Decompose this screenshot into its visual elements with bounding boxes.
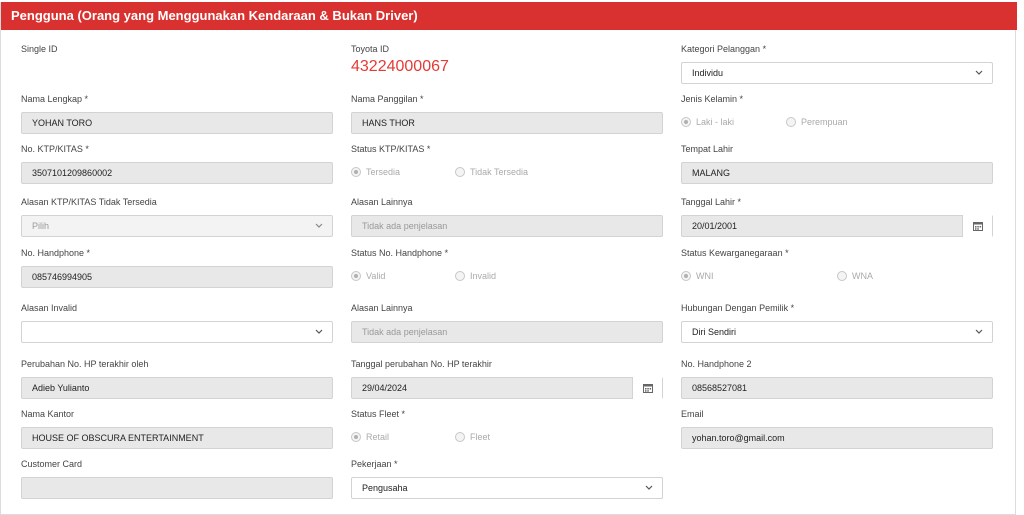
phone2-label: No. Handphone 2 — [681, 359, 752, 369]
ktp-status-option-unavailable[interactable] — [455, 167, 528, 177]
calendar-icon — [643, 383, 653, 393]
fleet-status-label: Status Fleet * — [351, 409, 406, 419]
chevron-down-icon — [314, 325, 324, 339]
birthdate-input[interactable] — [681, 215, 993, 237]
ktp-status-radio-group — [351, 162, 663, 184]
radio-selected-icon — [681, 271, 691, 281]
radio-selected-icon — [681, 117, 691, 127]
ktp-status-option-label: Tidak Tersedia — [470, 167, 529, 177]
occupation-value: Pengusaha — [362, 483, 408, 493]
gender-option-label: Laki - laki — [696, 117, 735, 127]
radio-unselected-icon — [455, 432, 465, 442]
invalid-reason-label: Alasan Invalid — [21, 303, 78, 313]
phone-status-option-invalid[interactable] — [455, 271, 496, 281]
chevron-down-icon — [644, 481, 654, 495]
radio-selected-icon — [351, 271, 361, 281]
citizenship-option-label: WNI — [696, 271, 714, 281]
birthdate-value: 20/01/2001 — [692, 221, 738, 231]
phone-status-option-label: Invalid — [470, 271, 497, 281]
phone-change-date-label: Tanggal perubahan No. HP terakhir — [351, 359, 492, 369]
radio-unselected-icon — [455, 271, 465, 281]
occupation-label: Pekerjaan * — [351, 459, 398, 469]
phone-status-label: Status No. Handphone * — [351, 248, 449, 258]
calendar-icon — [973, 221, 983, 231]
phone-change-date-value: 29/04/2024 — [362, 383, 408, 393]
gender-option-male[interactable] — [681, 117, 734, 127]
full-name-label: Nama Lengkap * — [21, 94, 89, 104]
citizenship-option-label: WNA — [852, 271, 873, 281]
nickname-input[interactable]: HANS THOR — [351, 112, 663, 134]
calendar-button[interactable] — [632, 377, 662, 399]
full-name-input[interactable]: YOHAN TORO — [21, 112, 333, 134]
calendar-button[interactable] — [962, 215, 992, 237]
phone-input[interactable]: 085746994905 — [21, 266, 333, 288]
ktp-reason-label: Alasan KTP/KITAS Tidak Tersedia — [21, 197, 157, 207]
gender-option-label: Perempuan — [801, 117, 848, 127]
ktp-reason-select[interactable] — [21, 215, 333, 237]
radio-unselected-icon — [837, 271, 847, 281]
office-name-label: Nama Kantor — [21, 409, 75, 419]
citizenship-radio-group — [681, 266, 993, 288]
chevron-down-icon — [974, 325, 984, 339]
other-reason-label: Alasan Lainnya — [351, 303, 413, 313]
single-id-label: Single ID — [21, 44, 58, 54]
customer-category-value: Individu — [692, 68, 724, 78]
nickname-label: Nama Panggilan * — [351, 94, 424, 104]
owner-relation-value: Diri Sendiri — [692, 327, 737, 337]
email-label: Email — [681, 409, 704, 419]
phone-label: No. Handphone * — [21, 248, 91, 258]
phone-change-date-input[interactable] — [351, 377, 663, 399]
radio-unselected-icon — [455, 167, 465, 177]
ktp-status-option-label: Tersedia — [366, 167, 401, 177]
toyota-id-value: 43224000067 — [351, 58, 449, 75]
invalid-reason-select[interactable] — [21, 321, 333, 343]
gender-radio-group — [681, 112, 993, 134]
radio-selected-icon — [351, 432, 361, 442]
office-name-input[interactable]: HOUSE OF OBSCURA ENTERTAINMENT — [21, 427, 333, 449]
customer-card-input[interactable] — [21, 477, 333, 499]
birthplace-label: Tempat Lahir — [681, 144, 734, 154]
ktp-number-label: No. KTP/KITAS * — [21, 144, 89, 154]
phone-status-option-valid[interactable] — [351, 271, 385, 281]
ktp-status-option-available[interactable] — [351, 167, 400, 177]
citizenship-label: Status Kewarganegaraan * — [681, 248, 789, 258]
customer-category-select[interactable] — [681, 62, 993, 84]
fleet-status-radio-group — [351, 427, 663, 449]
gender-label: Jenis Kelamin * — [681, 94, 744, 104]
chevron-down-icon — [314, 219, 324, 233]
owner-relation-select[interactable] — [681, 321, 993, 343]
fleet-status-option-label: Retail — [366, 432, 390, 442]
fleet-status-option-retail[interactable] — [351, 432, 389, 442]
other-reason-label: Alasan Lainnya — [351, 197, 413, 207]
citizenship-option-wna[interactable] — [837, 271, 873, 281]
phone-status-option-label: Valid — [366, 271, 386, 281]
toyota-id-label: Toyota ID — [351, 44, 390, 54]
phone-status-radio-group — [351, 266, 663, 288]
ktp-number-input[interactable]: 3507101209860002 — [21, 162, 333, 184]
other-reason-input[interactable]: Tidak ada penjelasan — [351, 215, 663, 237]
radio-unselected-icon — [786, 117, 796, 127]
user-section-panel — [0, 2, 1016, 515]
chevron-down-icon — [974, 66, 984, 80]
radio-selected-icon — [351, 167, 361, 177]
ktp-reason-value: Pilih — [32, 221, 50, 231]
section-header: Pengguna (Orang yang Menggunakan Kendaraan & Bukan Driver) — [1, 2, 1017, 30]
occupation-select[interactable] — [351, 477, 663, 499]
phone2-input[interactable]: 08568527081 — [681, 377, 993, 399]
birthplace-input[interactable]: MALANG — [681, 162, 993, 184]
citizenship-option-wni[interactable] — [681, 271, 714, 281]
customer-card-label: Customer Card — [21, 459, 83, 469]
email-input[interactable]: yohan.toro@gmail.com — [681, 427, 993, 449]
owner-relation-label: Hubungan Dengan Pemilik * — [681, 303, 795, 313]
fleet-status-option-label: Fleet — [470, 432, 491, 442]
ktp-status-label: Status KTP/KITAS * — [351, 144, 431, 154]
gender-option-female[interactable] — [786, 117, 848, 127]
phone-changed-by-label: Perubahan No. HP terakhir oleh — [21, 359, 149, 369]
other-reason-input[interactable]: Tidak ada penjelasan — [351, 321, 663, 343]
phone-changed-by-input[interactable]: Adieb Yulianto — [21, 377, 333, 399]
fleet-status-option-fleet[interactable] — [455, 432, 490, 442]
birthdate-label: Tanggal Lahir * — [681, 197, 742, 207]
customer-category-label: Kategori Pelanggan * — [681, 44, 767, 54]
